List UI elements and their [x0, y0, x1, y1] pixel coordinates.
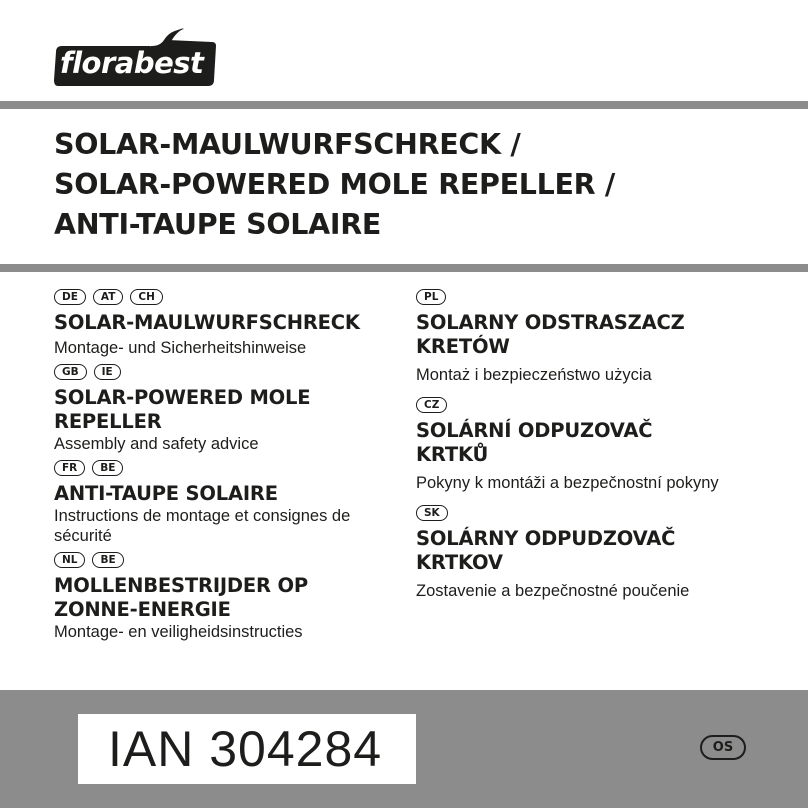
- country-badges: [416, 287, 756, 307]
- country-badges: [416, 395, 756, 415]
- country-badge: CZ: [416, 397, 447, 413]
- language-column-left: [54, 287, 404, 646]
- section-subtitle: Instructions de montage et consignes de: [54, 507, 351, 525]
- ian-box: [78, 714, 416, 784]
- country-badge: NL: [54, 552, 85, 568]
- language-block-nl: [54, 550, 404, 642]
- language-column-right: [416, 287, 756, 611]
- os-badge: OS: [700, 735, 746, 760]
- section-title-cont: REPELLER: [54, 410, 162, 433]
- section-title-cont: KRTKŮ: [416, 443, 489, 466]
- country-badge: CH: [130, 289, 163, 305]
- section-subtitle: Pokyny k montáži a bezpečnostní pokyny: [416, 474, 719, 492]
- country-badge: BE: [92, 460, 123, 476]
- section-subtitle: Zostavenie a bezpečnostné poučenie: [416, 582, 690, 600]
- country-badge: SK: [416, 505, 448, 521]
- section-title-cont: KRETÓW: [416, 335, 510, 358]
- section-subtitle: Montage- und Sicherheitshinweise: [54, 339, 307, 357]
- section-subtitle: Assembly and safety advice: [54, 435, 259, 453]
- main-title-line-2: SOLAR-POWERED MOLE REPELLER /: [54, 168, 616, 201]
- country-badge: IE: [94, 364, 121, 380]
- language-block-cz: [416, 395, 756, 493]
- section-title: SOLAR-MAULWURFSCHRECK: [54, 311, 360, 334]
- country-badges: [54, 287, 404, 307]
- section-title-cont: KRTKOV: [416, 551, 503, 574]
- ian-number: IAN 304284: [108, 721, 383, 777]
- language-block-fr: [54, 458, 404, 546]
- section-title: SOLÁRNÍ ODPUZOVAČ: [416, 419, 653, 442]
- language-block-gb: [54, 362, 404, 454]
- section-subtitle: Montaż i bezpieczeństwo użycia: [416, 366, 652, 384]
- country-badges: [54, 458, 404, 478]
- section-subtitle-cont: sécurité: [54, 527, 112, 545]
- section-subtitle: Montage- en veiligheidsinstructies: [54, 623, 303, 641]
- footer-band: [0, 690, 808, 808]
- language-block-pl: [416, 287, 756, 385]
- country-badge: AT: [93, 289, 123, 305]
- country-badge: BE: [92, 552, 123, 568]
- middle-divider: [0, 264, 808, 272]
- country-badge: GB: [54, 364, 87, 380]
- section-title: MOLLENBESTRIJDER OP: [54, 574, 308, 597]
- country-badges: [416, 503, 756, 523]
- main-title: [54, 125, 615, 245]
- country-badge: DE: [54, 289, 86, 305]
- language-block-de: [54, 287, 404, 358]
- country-badge: PL: [416, 289, 446, 305]
- brand-name: florabest: [60, 46, 204, 80]
- main-title-line-1: SOLAR-MAULWURFSCHRECK /: [54, 128, 521, 161]
- section-title-cont: ZONNE-ENERGIE: [54, 598, 231, 621]
- section-title: SOLARNY ODSTRASZACZ: [416, 311, 685, 334]
- country-badge: FR: [54, 460, 85, 476]
- section-title: ANTI-TAUPE SOLAIRE: [54, 482, 278, 505]
- section-title: SOLÁRNY ODPUDZOVAČ: [416, 527, 676, 550]
- country-badges: [54, 362, 404, 382]
- brand-logo: [52, 26, 216, 88]
- country-badges: [54, 550, 404, 570]
- top-divider: [0, 101, 808, 109]
- main-title-line-3: ANTI-TAUPE SOLAIRE: [54, 208, 382, 241]
- language-block-sk: [416, 503, 756, 601]
- section-title: SOLAR-POWERED MOLE: [54, 386, 311, 409]
